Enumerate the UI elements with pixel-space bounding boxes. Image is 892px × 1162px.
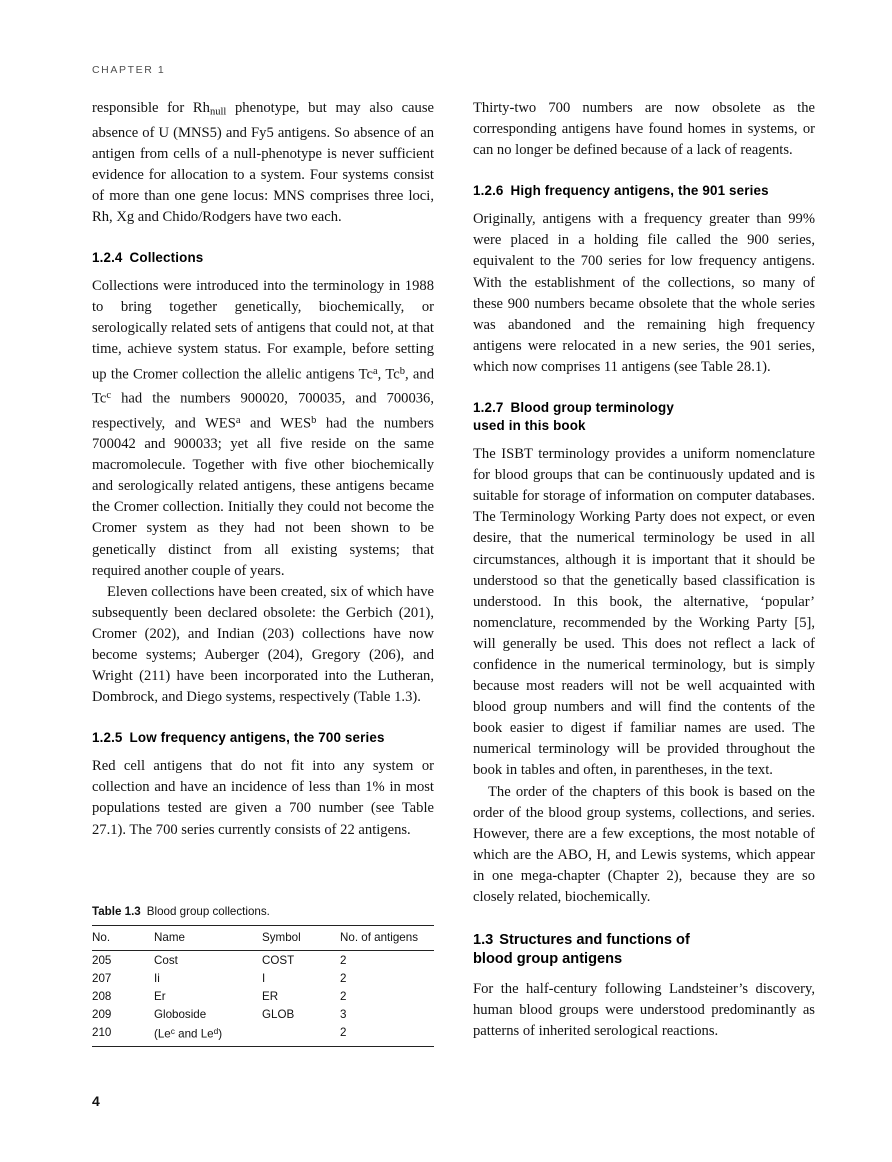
cell-symbol [262,1024,340,1047]
heading-1-3 [473,931,815,969]
paragraph: Red cell antigens that do not fit into any system or collection and have an incidence of less than 1% in most populations tested are given a 700 number (see Table 27.1). The 700 series currently consists of 22 antigens. [92,758,434,838]
cell-symbol: ER [262,989,279,1003]
cell-no: 205 [92,953,112,967]
heading-title-line2: used in this book [473,418,586,434]
cell-no: 210 [92,1026,112,1040]
cell-symbol: I [262,971,266,985]
running-head: CHAPTER 1 [92,64,166,76]
column-header-antigens: No. of antigens [340,926,434,951]
heading-1-2-6 [473,182,815,200]
heading-number: 1.2.6 [473,183,504,199]
paragraph: Eleven collections have been created, six of which have subsequently been declared obsolete: the Gerbich (201), Cromer (202), and Indian (203) collections have now become systems; Auberger (204), Gregory (206), and Wright (211) have been incorporated into the Lutheran, Dombrock, and Diego systems, respectively (Table 1.3). [92,583,434,706]
paragraph: For the half-century following Landsteiner’s discovery, human blood groups were understood predominantly as patterns of inherited serological reactions. [473,981,815,1040]
table-1-3 [92,905,434,1047]
cell-antigens: 2 [340,971,347,985]
heading-number: 1.2.5 [92,730,123,746]
table-row [92,1006,434,1024]
cell-antigens: 2 [340,1026,347,1040]
page-number: 4 [92,1093,100,1109]
table-caption [92,905,434,918]
heading-title-line2: blood group antigens [473,951,623,968]
right-column [473,98,815,1042]
paragraph: The order of the chapters of this book is based on the order of the blood group systems, collections, and series. However, there are a few exceptions, the most notable of which are the ABO, H, and Lewis systems, which appear in one mega-chapter (Chapter 2), because they are so closely related, biochemically. [473,783,815,905]
column-header-name: Name [154,926,262,951]
cell-name: Cost [154,953,178,967]
cell-antigens: 2 [340,953,347,967]
cell-antigens: 2 [340,989,347,1003]
heading-1-2-4 [92,249,434,267]
table-row [92,987,434,1005]
cell-no: 209 [92,1008,112,1022]
cell-name: Ii [154,971,160,985]
table-header-row [92,926,434,951]
cell-symbol: GLOB [262,1008,295,1022]
cell-no: 208 [92,989,112,1003]
heading-title: Collections [129,250,204,266]
heading-title-line1: Structures and functions of [499,932,690,949]
table-caption-text: Blood group collections. [146,905,270,918]
cell-name: Globoside [154,1008,207,1022]
cell-name: Er [154,989,166,1003]
table-row [92,1024,434,1047]
cell-name: (Le$^c$ and Le$^d$) [154,1026,223,1041]
paragraph: Originally, antigens with a frequency greater than 99% were placed in a holding file called the 900 series, equivalent to the 700 series for low frequency antigens. With the establishment of the collections, so many of these 900 numbers became obsolete that the whole series was abandoned and the remaining high frequency antigens were relocated in a new series, the 901 series, which now comprises 11 antigens (see Table 28.1). [473,211,815,375]
cell-no: 207 [92,971,112,985]
collections-table [92,925,434,1047]
column-header-symbol: Symbol [262,926,340,951]
left-column [92,98,434,841]
heading-title: High frequency antigens, the 901 series [510,183,769,199]
heading-1-2-5 [92,729,434,747]
table-body [92,951,434,1047]
heading-1-2-7 [473,399,815,435]
table-bottom-rule [92,1046,434,1047]
cell-antigens: 3 [340,1008,347,1022]
paragraph-continuation: responsible for $Rh_{null}$ phenotype, but may also cause absence of U (MNS5) and Fy5 antigens. So absence of an antigen from cells of a null-phenotype is never sufficient evidence for allocation to a system. Four systems consist of more than one gene locus: MNS comprises three loci, Rh, Xg and Chido/Rodgers have two each. [92,100,434,226]
paragraph: The ISBT terminology provides a uniform nomenclature for blood groups that can be continuously updated and is suitable for storage of information on computer databases. The Terminology Working Party does not expect, or even desire, that the numerical terminology be used in all circumstances, although it is important that it should be understood so that the genetically based classification is understood. In this book, the alternative, ‘popular’ nomenclature, recommended by the Working Party [5], will generally be used. This does not reflect a lack of confidence in the numerical terminology, but is simply because most readers will not be well acquainted with blood group numbers and will find the contents of the book easier to digest if familiar names are used. The numerical terminology will be provided throughout the book in tables and often, in parentheses, in the text. [473,446,815,779]
heading-number: 1.3 [473,932,494,949]
column-header-no: No. [92,926,154,951]
cell-symbol: COST [262,953,295,967]
paragraph-continuation: Thirty-two 700 numbers are now obsolete as the corresponding antigens have found homes in systems, or can no longer be defined because of a lack of reagents. [473,100,815,159]
table-row [92,969,434,987]
table-label: Table 1.3 [92,905,141,918]
heading-title: Low frequency antigens, the 700 series [129,730,385,746]
heading-number: 1.2.7 [473,400,504,416]
heading-title-line1: Blood group terminology [510,400,674,416]
heading-number: 1.2.4 [92,250,123,266]
table-row [92,951,434,970]
paragraph: Collections were introduced into the terminology in 1988 to bring together genetically, biochemically, or serologically related sets of antigens that could not, at that time, achieve system status. For example, before setting up the Cromer collection the allelic antigens Tc$^a$, Tc$^b$, and Tc$^c$ had the numbers 900020, 700035, and 700036, respectively, and WES$^a$ and WES$^b$ had the numbers 700042 and 900033; yet all five reside on the same macromolecule. Together with five other biochemically and serologically related antigens, these antigens became the Cromer collection. Initially they could not become the Cromer system as they had not been shown to be genetically distinct from all existing systems; that required another couple of years. [92,278,435,579]
